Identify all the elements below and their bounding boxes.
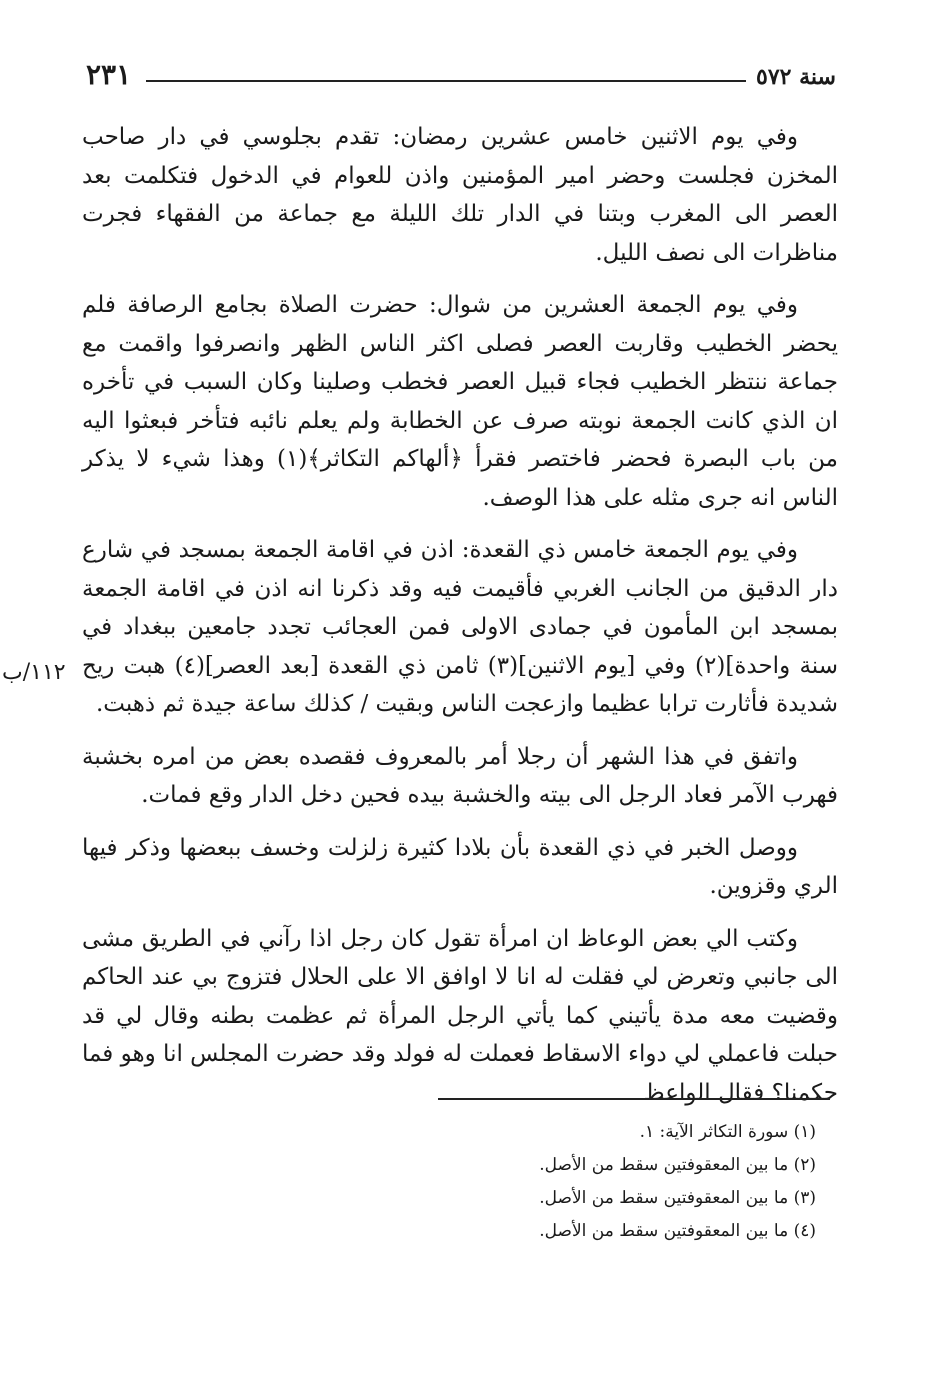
paragraph: واتفق في هذا الشهر أن رجلا أمر بالمعروف فقصده بعض من امره بخشبة فهرب الآمر فعاد الرجل الى بيته والخشبة بيده فحين دخل الدار وقع فمات. — [82, 743, 838, 808]
header-rule — [146, 80, 746, 82]
page-number: ٢٣١ — [86, 58, 132, 91]
footnote-rule — [438, 1098, 830, 1100]
footnote: (٣) ما بين المعقوفتين سقط من الأصل. — [539, 1188, 816, 1208]
footnotes — [256, 1116, 816, 1248]
main-text — [82, 118, 838, 1126]
paragraph: وكتب الي بعض الوعاظ ان امرأة تقول كان رجل اذا رآني في الطريق مشى الى جانبي وتعرض لي فقلت له انا لا اوافق الا على الحلال فتزوج بي عند الحاكم وقضيت معه مدة يأتيني كما يأتي الرجل المرأة ثم عظمت بطنه وقال لي قد حبلت فاعملي لي دواء الاسقاط فعملت له فولد وقد حضرت المجلس انا وهو فما حكمنا؟ فقال الواعظ — [82, 925, 838, 1106]
paragraph: وفي يوم الجمعة خامس ذي القعدة: اذن في اقامة الجمعة بمسجد في شارع دار الدقيق من الجانب الغربي فأقيمت فيه وقد ذكرنا انه اذن في اقامة الجمعة بمسجد ابن المأمون في جمادى الاولى فمن العجائب تجدد جامعين ببغداد في سنة واحدة](٢) وفي [يوم الاثنين](٣) ثامن ذي القعدة [بعد العصر](٤) هبت ريح شديدة فأثارت ترابا عظيما وازعجت الناس وبقيت / كذلك ساعة جيدة ثم ذهبت. — [82, 537, 839, 717]
footnote: (١) سورة التكاثر الآية: ١. — [639, 1122, 816, 1142]
page-header — [86, 58, 836, 98]
footnote: (٢) ما بين المعقوفتين سقط من الأصل. — [539, 1155, 816, 1175]
paragraph: ووصل الخبر في ذي القعدة بأن بلادا كثيرة زلزلت وخسف ببعضها وذكر فيها الري وقزوين. — [82, 834, 838, 899]
paragraph: وفي يوم الجمعة العشرين من شوال: حضرت الصلاة بجامع الرصافة فلم يحضر الخطيب وقاربت العصر فصلى اكثر الناس الظهر وانصرفوا واقمت مع جماعة ننتظر الخطيب فجاء قبيل العصر فخطب وصلينا وكان السبب في تأخره ان الذي كانت الجمعة نوبته صرف عن الخطابة ولم يعلم نائبه فتأخر فبعثوا اليه من باب البصرة فحضر فاختصر فقرأ ﴿ألهاكم التكاثر﴾(١) وهذا شيء لا يذكر الناس انه جرى مثله على هذا الوصف. — [82, 292, 839, 511]
footnote: (٤) ما بين المعقوفتين سقط من الأصل. — [539, 1221, 816, 1241]
margin-folio-note: ١١٢/ب — [2, 660, 66, 685]
running-head-year: سنة ٥٧٢ — [756, 64, 836, 90]
paragraph: وفي يوم الاثنين خامس عشرين رمضان: تقدم بجلوسي في دار صاحب المخزن فجلست وحضر امير المؤمنين واذن للعوام في الدخول فتكلمت بعد العصر الى المغرب وبتنا في الدار تلك الليلة مع جماعة من الفقهاء فجرت مناظرات الى نصف الليل. — [82, 124, 838, 266]
